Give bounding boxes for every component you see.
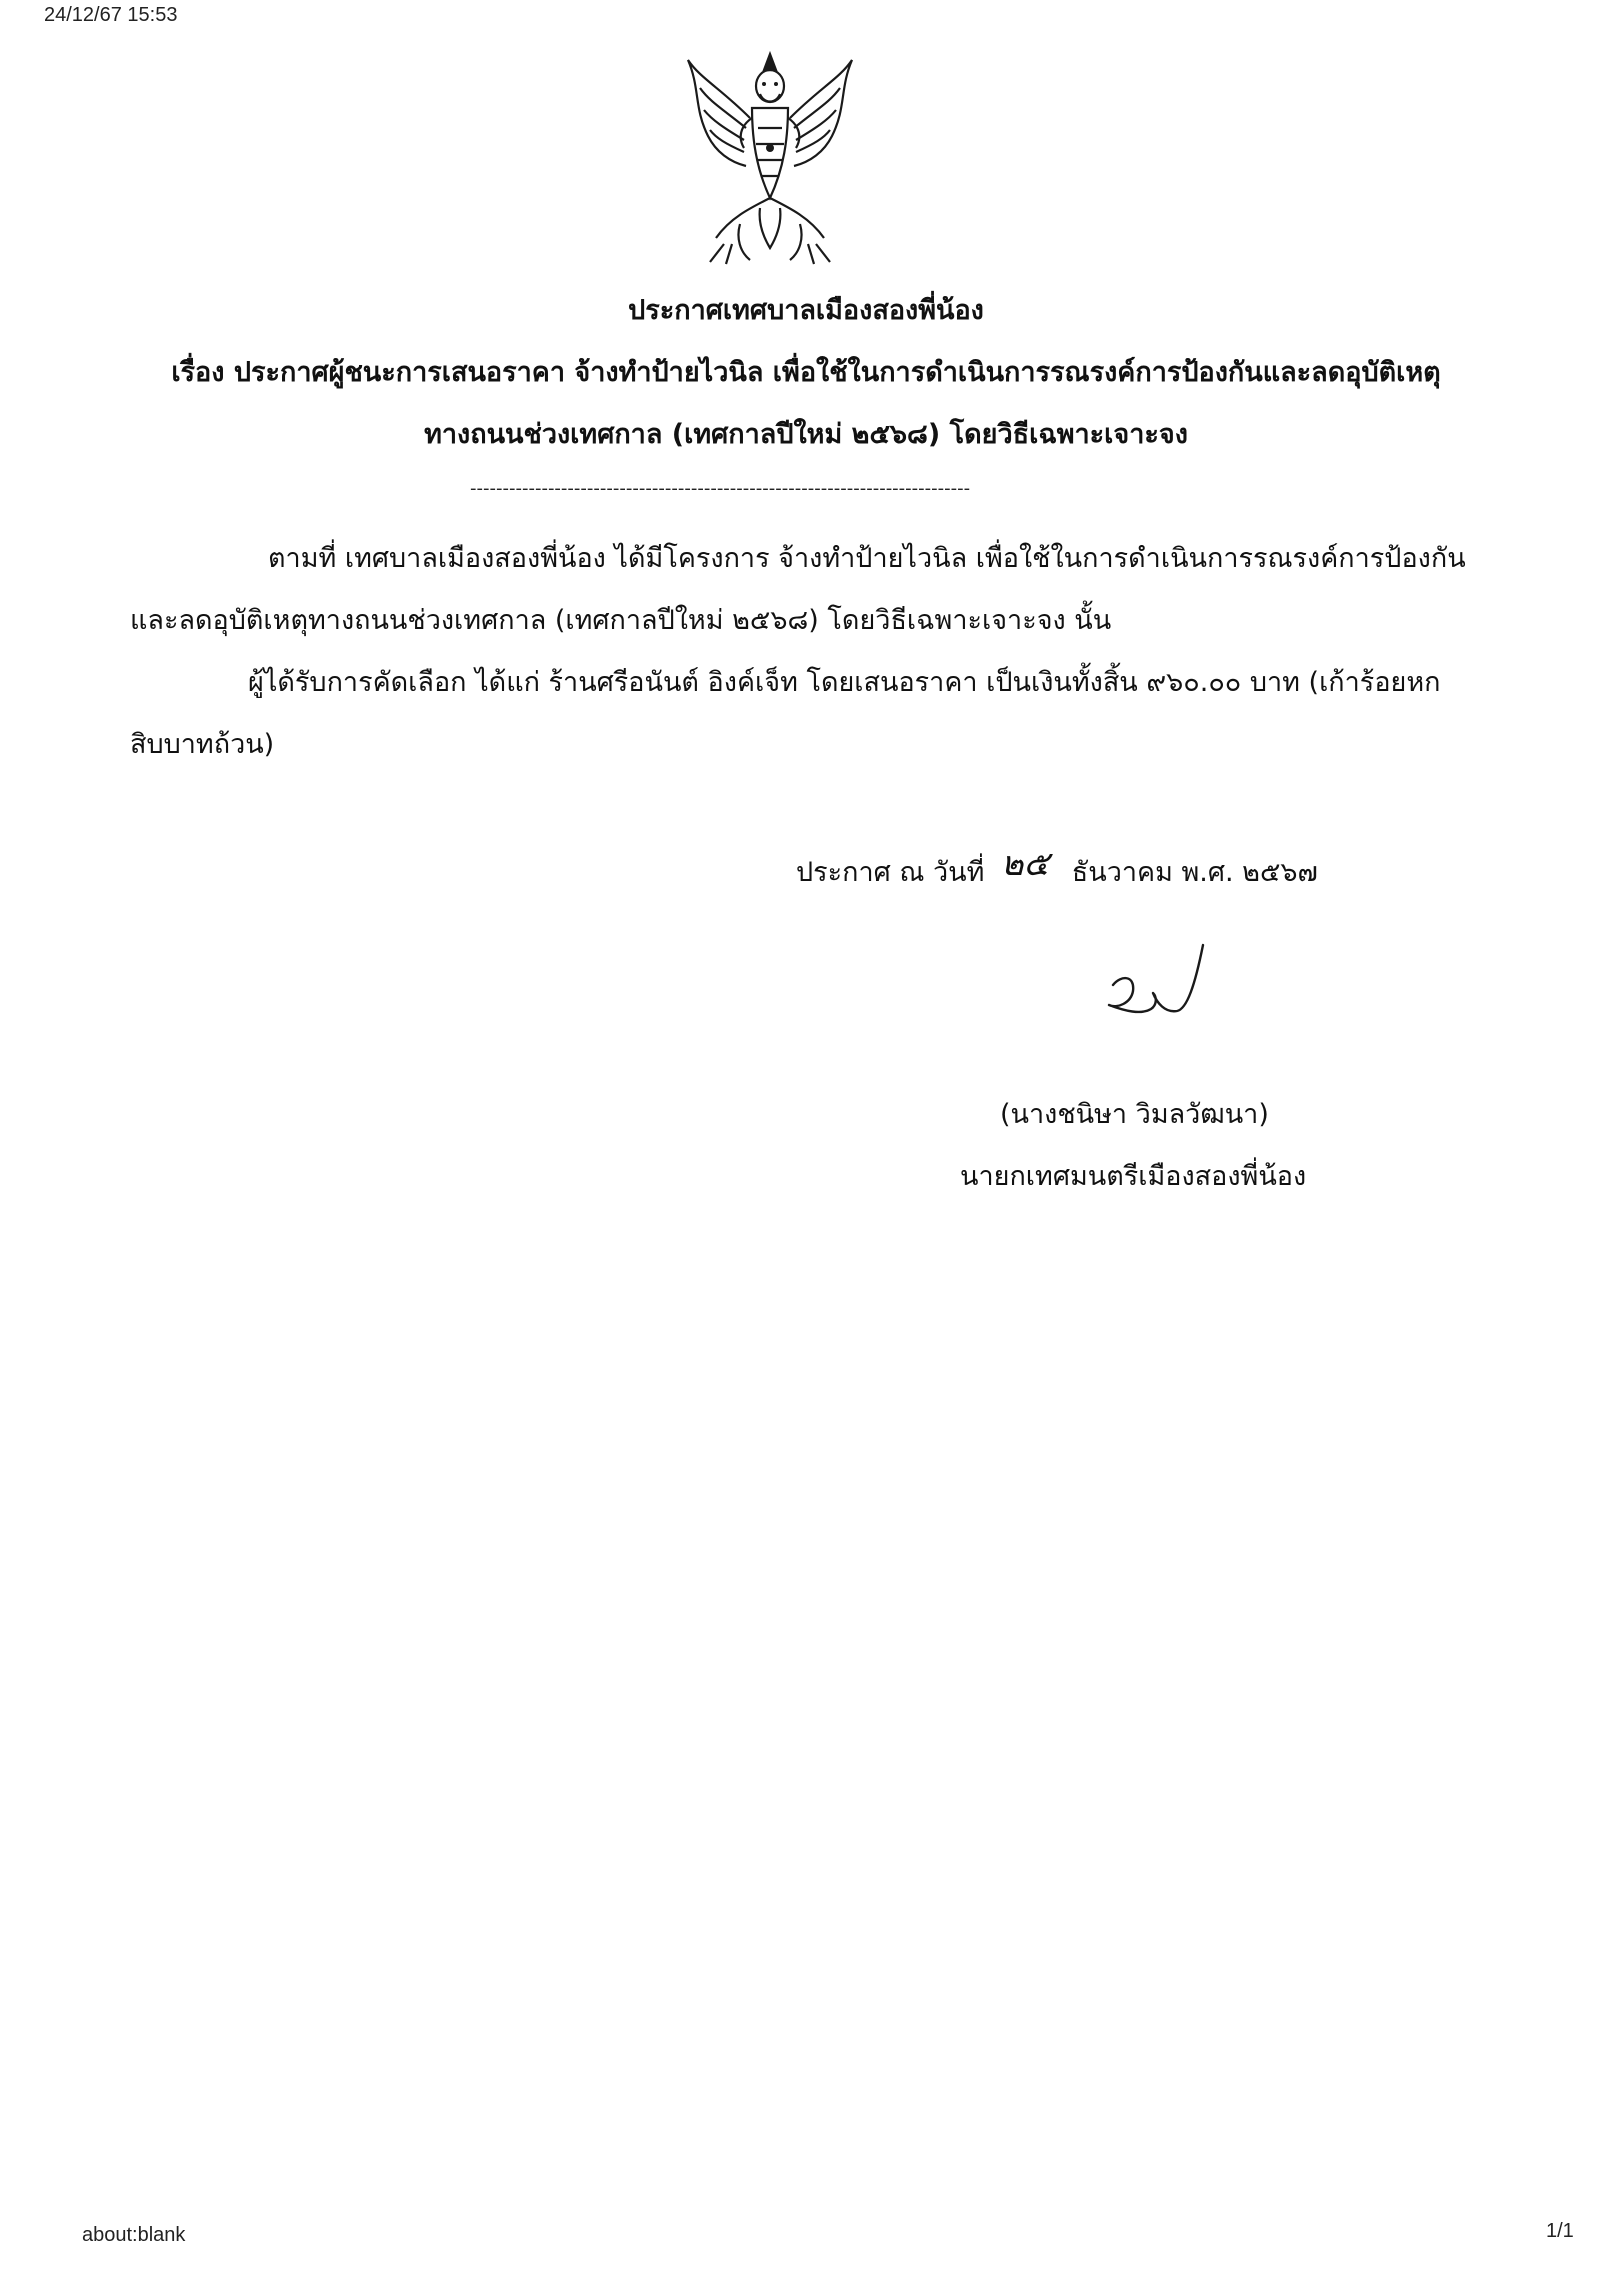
announce-day: ๒๕ [1001,844,1050,884]
paragraph-2-line-2: สิบบาทถ้วน) [130,729,275,760]
paragraph-1-line-2: และลดอุบัติเหตุทางถนนช่วงเทศกาล (เทศกาลปีใหม่ ๒๕๖๘) โดยวิธีเฉพาะเจาะจง นั้น [130,605,1112,636]
announce-prefix: ประกาศ ณ วันที่ [796,857,985,888]
print-datetime: 24/12/67 15:53 [44,4,178,26]
subject-line-2: ทางถนนช่วงเทศกาล (เทศกาลปีใหม่ ๒๕๖๘) โดยวิธีเฉพาะเจาะจง [424,419,1188,450]
signer-name: (นางชนิษา วิมลวัฒนา) [1000,1099,1269,1130]
announce-suffix: ธันวาคม พ.ศ. ๒๕๖๗ [1071,857,1318,888]
footer-url: about:blank [82,2224,186,2246]
separator-line: ----------------------------------------------------------------------------- [470,478,971,499]
footer-page-number: 1/1 [1546,2220,1574,2242]
paragraph-1-line-1: ตามที่ เทศบาลเมืองสองพี่น้อง ได้มีโครงการ จ้างทำป้ายไวนิล เพื่อใช้ในการดำเนินการรณรงค์การป้องกัน [268,543,1466,574]
handwritten-signature-icon [1095,935,1235,1035]
announce-date [796,842,1318,896]
signer-position: นายกเทศมนตรีเมืองสองพี่น้อง [960,1161,1307,1192]
document-title: ประกาศเทศบาลเมืองสองพี่น้อง [628,295,984,326]
garuda-emblem-icon [680,48,860,268]
paragraph-2-line-1: ผู้ได้รับการคัดเลือก ได้แก่ ร้านศรีอนันต์ อิงค์เจ็ท โดยเสนอราคา เป็นเงินทั้งสิ้น ๙๖๐.๐๐ บาท (เก้าร้อยหก [248,667,1441,698]
subject-line-1: เรื่อง ประกาศผู้ชนะการเสนอราคา จ้างทำป้ายไวนิล เพื่อใช้ในการดำเนินการรณรงค์การป้องกันและลดอุบัติเหตุ [171,357,1441,388]
